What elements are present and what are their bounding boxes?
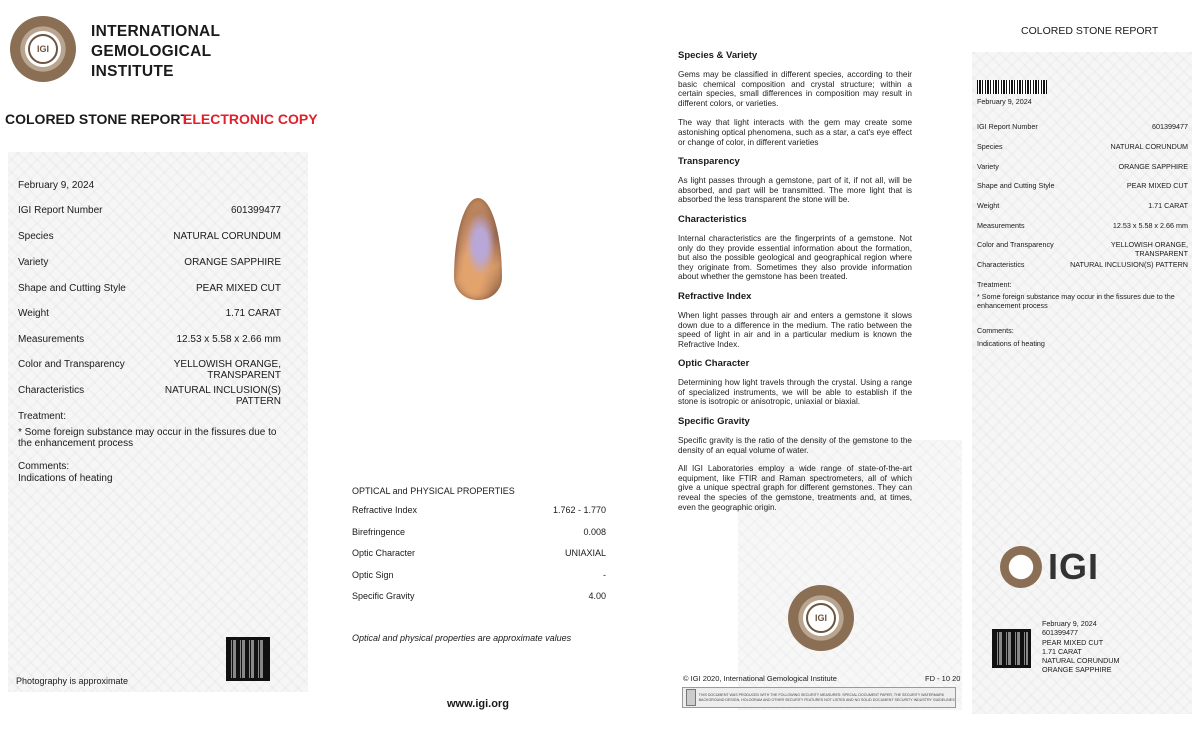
- optical-row: [352, 591, 606, 601]
- detail-value: 1.71 CARAT: [225, 308, 281, 319]
- right-row-measurements: [977, 221, 1188, 230]
- detail-label: Weight: [18, 308, 49, 319]
- section-paragraph: Gems may be classified in different species, according to their basic chemical composition and crystal structure; within a certain species, small differences in composition may result in different colors, or varieties.: [678, 70, 912, 108]
- right-qr-code[interactable]: [992, 629, 1031, 668]
- form-code: FD - 10 20: [925, 674, 961, 683]
- detail-row-weight: [18, 308, 281, 319]
- right-row-variety: [977, 162, 1188, 171]
- summary-line: PEAR MIXED CUT: [1042, 637, 1104, 647]
- barcode: [977, 80, 1047, 94]
- section-title: Optic Character: [678, 358, 750, 370]
- right-label: IGI Report Number: [977, 122, 1038, 131]
- copyright-text: © IGI 2020, International Gemological Institute: [683, 674, 837, 683]
- security-strip: [682, 687, 956, 708]
- section-paragraph: All IGI Laboratories employ a wide range of state-of-the-art equipment, like FTIR and Raman spectrometers, all of which give a unique spectral graph for different gemstones. They can reveal the species of the gemstone, treatments and, at times, even the geographic origin.: [678, 464, 912, 512]
- qr-code[interactable]: [226, 637, 270, 681]
- institute-line-2: GEMOLOGICAL: [91, 43, 212, 60]
- section-transparency: [678, 156, 912, 205]
- detail-row-shape: [18, 283, 281, 294]
- optical-note: Optical and physical properties are approximate values: [352, 633, 572, 643]
- right-treatment-text: * Some foreign substance may occur in the fissures due to the enhancement process: [977, 292, 1175, 310]
- institute-line-1: INTERNATIONAL: [91, 23, 221, 40]
- right-label: Shape and Cutting Style: [977, 181, 1055, 190]
- section-title: Characteristics: [678, 213, 747, 225]
- igi-seal-logo: [10, 16, 76, 82]
- security-note: THIS DOCUMENT WAS PRODUCED WITH THE FOLLOWING SECURITY MEASURES: SPECIAL DOCUMENT PAPER, THE SECURITY WATERMARK BACKGROUND DESIGN, HOLOGRAM AND OTHER SECURITY FEATURES NOT LISTED AND NO SOLID DOCUMENT SECURITY INDUSTRY GUIDELINES: [698, 693, 955, 702]
- optical-label: Birefringence: [352, 527, 406, 537]
- optical-label: Refractive Index: [352, 505, 418, 515]
- section-title: Refractive Index: [678, 290, 752, 302]
- optical-value: 1.762 - 1.770: [552, 505, 606, 515]
- gemstone-image: [454, 198, 502, 300]
- comments-label: Comments:: [18, 461, 70, 472]
- section-title: Transparency: [678, 156, 740, 168]
- right-label: Characteristics: [977, 260, 1025, 269]
- detail-label: Variety: [18, 257, 49, 268]
- right-report-title: COLORED STONE REPORT: [1021, 25, 1159, 37]
- detail-row-characteristics: [18, 385, 281, 407]
- right-date: February 9, 2024: [977, 97, 1032, 106]
- section-paragraph: When light passes through air and enters a gemstone it slows down due to a difference in the medium. The ratio between the speed of light in air and in a particular medium is known the Refractive Index.: [678, 310, 912, 349]
- right-value: ORANGE SAPPHIRE: [1118, 162, 1188, 171]
- electronic-copy-label: ELECTRONIC COPY: [183, 111, 318, 127]
- optical-row: [352, 505, 606, 515]
- right-row-species: [977, 142, 1188, 151]
- right-value: NATURAL CORUNDUM: [1110, 142, 1188, 151]
- right-treatment-label: Treatment:: [977, 280, 1012, 289]
- right-row-report-number: [977, 122, 1188, 131]
- summary-line: February 9, 2024: [1042, 619, 1097, 628]
- optical-value: UNIAXIAL: [564, 548, 606, 558]
- section-paragraph: Specific gravity is the ratio of the density of the gemstone to the density of an equal volume of water.: [678, 436, 912, 455]
- right-comments-text: Indications of heating: [977, 339, 1045, 348]
- section-specific-gravity: [678, 416, 912, 512]
- summary-line: ORANGE SAPPHIRE: [1042, 665, 1112, 675]
- right-value: PEAR MIXED CUT: [1126, 181, 1188, 190]
- seal-text: IGI: [28, 34, 58, 64]
- detail-value: NATURAL INCLUSION(S) PATTERN: [164, 385, 281, 407]
- detail-label: IGI Report Number: [18, 205, 103, 216]
- optical-row: [352, 527, 606, 537]
- section-refractive-index: [678, 291, 912, 349]
- section-paragraph: Determining how light travels through the crystal. Using a range of specialized instruments, we will be able to establish if the stone is isotropic or anisotropic, uniaxial or biaxial.: [678, 378, 912, 407]
- detail-label: Color and Transparency: [18, 359, 125, 370]
- optical-value: 4.00: [588, 591, 606, 601]
- optical-value: 0.008: [583, 527, 606, 537]
- igi-logo-seal: [1000, 546, 1042, 588]
- detail-row-color: [18, 359, 281, 381]
- institute-name: [91, 22, 220, 82]
- igi-seal-watermark: [788, 585, 854, 651]
- section-paragraph: Internal characteristics are the fingerprints of a gemstone. Not only do they provide essential information about the formation, but also the possible geological and geographical region where they originate from. Sometimes they also provide information about whether the gemstone has been treated.: [678, 233, 912, 282]
- section-title: Species & Variety: [678, 50, 758, 61]
- right-label: Weight: [977, 201, 1000, 210]
- detail-label: Characteristics: [18, 385, 85, 396]
- right-label: Species: [977, 142, 1003, 151]
- detail-label: Measurements: [18, 334, 85, 345]
- summary-line: 601399477: [1042, 628, 1078, 638]
- summary-line: 1.71 CARAT: [1042, 646, 1082, 656]
- security-icon: [686, 689, 696, 706]
- optical-label: Optic Character: [352, 548, 416, 558]
- right-row-characteristics: [977, 260, 1188, 269]
- section-species-variety: [678, 50, 912, 147]
- treatment-label: Treatment:: [18, 411, 66, 422]
- right-row-shape: [977, 181, 1188, 190]
- section-paragraph: The way that light interacts with the gem may create some astonishing optical phenomena, such as a star, a cat's eye effect or change of color, in different varieties: [678, 118, 912, 147]
- right-row-weight: [977, 201, 1188, 210]
- optical-value: -: [603, 570, 606, 580]
- detail-row-species: [18, 231, 281, 242]
- right-label: Variety: [977, 162, 999, 171]
- right-value: 12.53 x 5.58 x 2.66 mm: [1112, 221, 1188, 230]
- right-row-color: [977, 240, 1188, 258]
- detail-row-report-number: [18, 205, 281, 216]
- right-value: YELLOWISH ORANGE, TRANSPARENT: [1110, 240, 1188, 258]
- summary-line: NATURAL CORUNDUM: [1042, 656, 1120, 666]
- section-characteristics: [678, 214, 912, 282]
- detail-value: PEAR MIXED CUT: [195, 283, 281, 294]
- summary-block: [1042, 619, 1119, 675]
- treatment-text: * Some foreign substance may occur in the fissures due to the enhancement process: [18, 427, 277, 449]
- detail-label: Species: [18, 231, 54, 242]
- detail-value: ORANGE SAPPHIRE: [184, 257, 281, 268]
- detail-value: 601399477: [230, 205, 281, 216]
- info-column: [678, 50, 912, 512]
- optical-title: OPTICAL and PHYSICAL PROPERTIES: [352, 486, 515, 496]
- detail-row-measurements: [18, 334, 281, 345]
- seal-watermark-text: IGI: [806, 603, 836, 633]
- detail-value: NATURAL CORUNDUM: [173, 231, 281, 242]
- detail-row-variety: [18, 257, 281, 268]
- right-panel-background: [972, 52, 1192, 714]
- optical-label: Specific Gravity: [352, 591, 415, 601]
- right-value: 601399477: [1152, 122, 1188, 131]
- section-title: Specific Gravity: [678, 416, 750, 428]
- right-label: Color and Transparency: [977, 240, 1054, 249]
- section-optic-character: [678, 358, 912, 407]
- optical-row: [352, 570, 606, 580]
- detail-label: Shape and Cutting Style: [18, 283, 126, 294]
- optical-label: Optic Sign: [352, 570, 394, 580]
- right-comments-label: Comments:: [977, 326, 1014, 335]
- right-label: Measurements: [977, 221, 1025, 230]
- website-link[interactable]: www.igi.org: [447, 698, 509, 710]
- optical-row: [352, 548, 606, 558]
- right-value: 1.71 CARAT: [1148, 201, 1188, 210]
- report-date: February 9, 2024: [18, 180, 95, 191]
- institute-line-3: INSTITUTE: [91, 63, 174, 80]
- comments-text: Indications of heating: [18, 473, 113, 484]
- detail-value: YELLOWISH ORANGE, TRANSPARENT: [173, 359, 281, 381]
- photo-note: Photography is approximate: [16, 676, 129, 686]
- igi-logo: [1000, 546, 1099, 588]
- detail-value: 12.53 x 5.58 x 2.66 mm: [176, 334, 281, 345]
- section-paragraph: As light passes through a gemstone, part of it, if not all, will be absorbed, and part will be transmitted. The more light that is absorbed the less transparent the stone will be.: [678, 176, 912, 205]
- right-value: NATURAL INCLUSION(S) PATTERN: [1070, 260, 1188, 269]
- report-title: COLORED STONE REPORT: [5, 111, 190, 127]
- igi-logo-text: IGI: [1048, 546, 1100, 587]
